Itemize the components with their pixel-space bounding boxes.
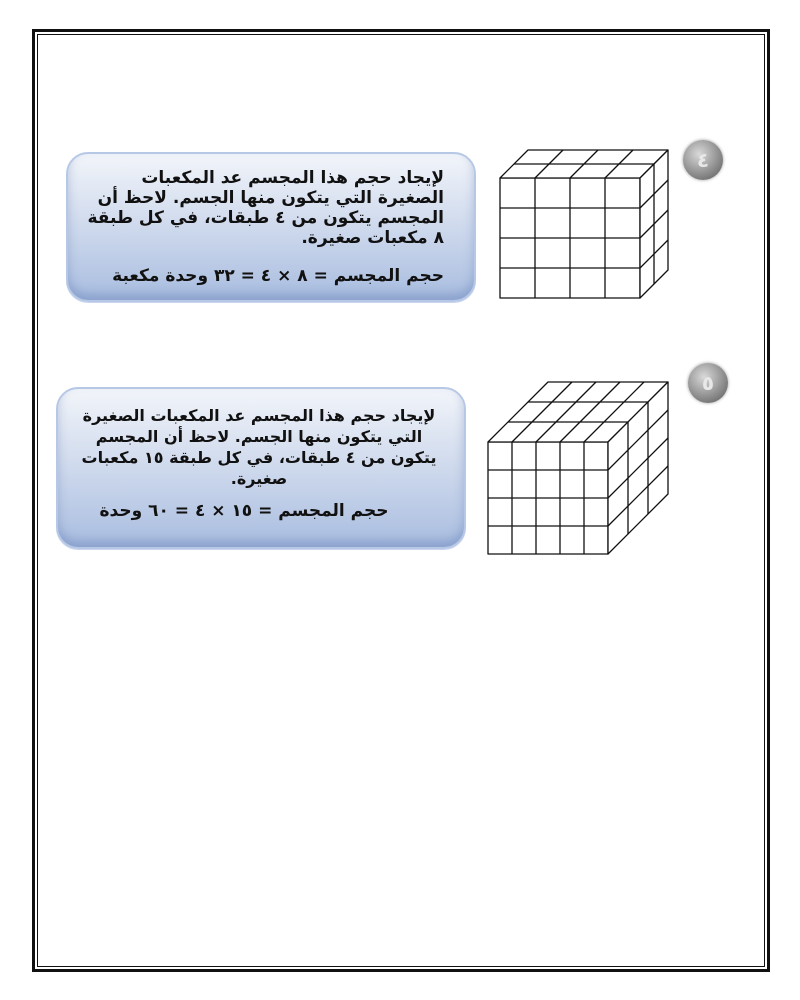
number-badge-icon: ٥ xyxy=(688,363,728,403)
cube-grid-icon xyxy=(490,140,690,310)
explanation-callout xyxy=(56,387,466,549)
number-badge-icon: ٤ xyxy=(683,140,723,180)
explanation-callout xyxy=(66,152,476,302)
volume-result: حجم المجسم = ١٥ × ٤ = ٦٠ وحدة xyxy=(99,501,389,521)
explanation-text: لإيجاد حجم هذا المجسم عد المكعبات الصغيرة التي يتكون منها الجسم. لاحظ أن المجسم يتكون من ٤ طبقات، في كل طبقة ٨ مكعبات صغيرة. xyxy=(87,168,444,248)
volume-result: حجم المجسم = ٨ × ٤ = ٣٢ وحدة مكعبة xyxy=(112,266,444,286)
explanation-text: لإيجاد حجم هذا المجسم عد المكعبات الصغيرة التي يتكون منها الجسم. لاحظ أن المجسم يتكون من ٤ طبقات، في كل طبقة ١٥ مكعبات صغيرة. xyxy=(81,406,437,488)
cube-grid-icon xyxy=(480,372,690,562)
